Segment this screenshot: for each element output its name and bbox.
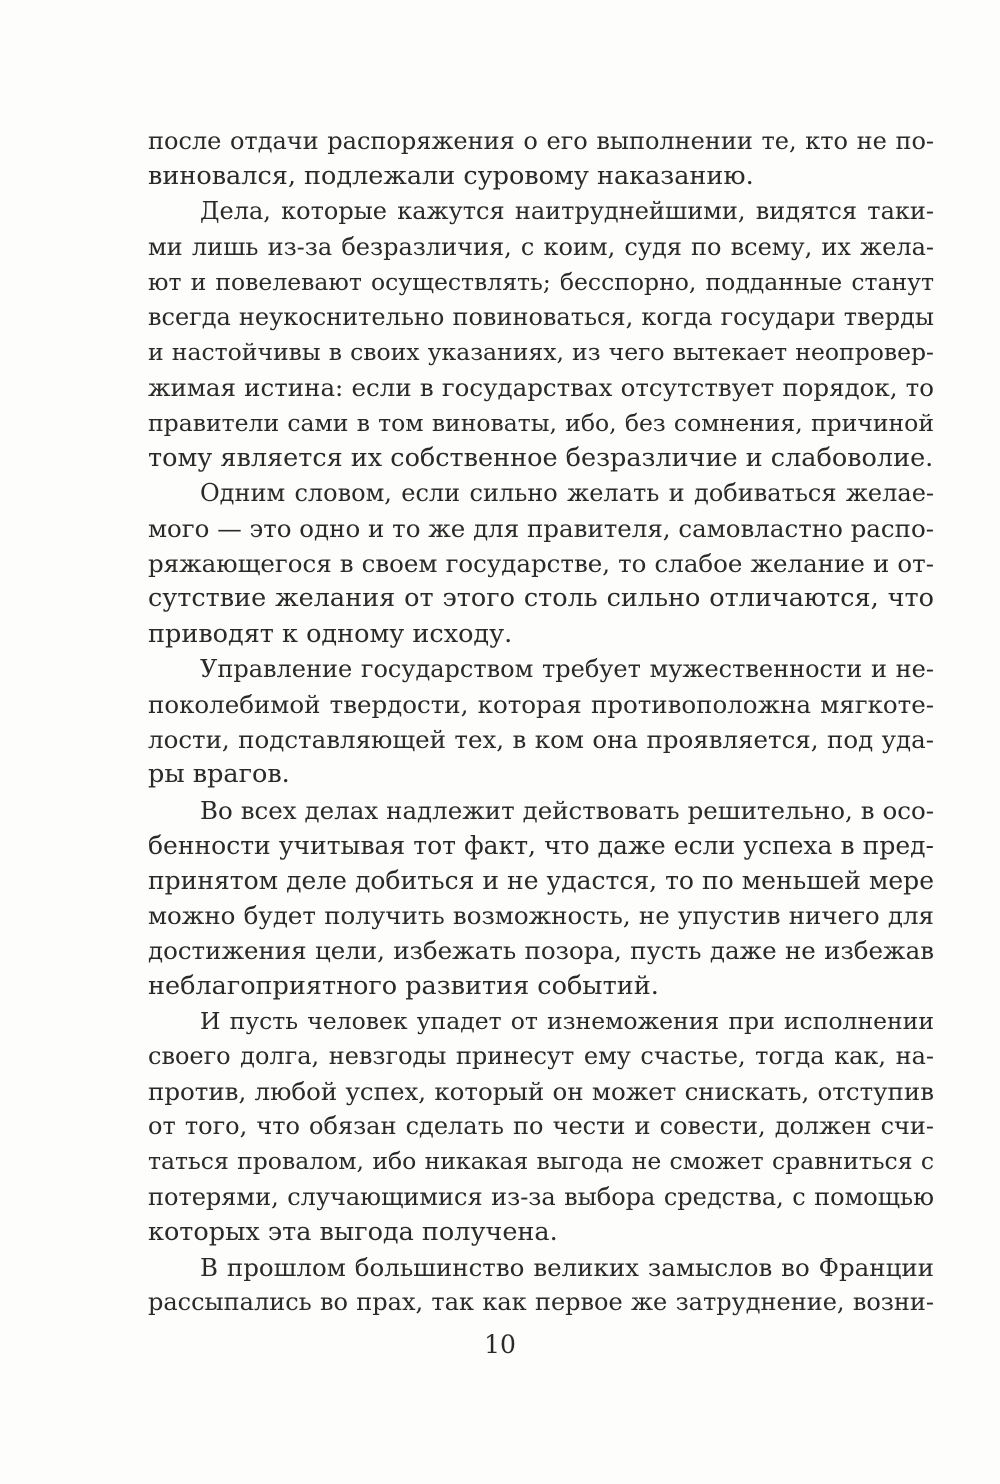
- text-line: мого — это одно и то же для правителя, самовластно распо-: [148, 514, 934, 544]
- text-line: ми лишь из-за безразличия, с коим, судя по всему, их жела-: [148, 232, 934, 261]
- text-line: поколебимой твердости, которая противоположна мягкоте-: [148, 690, 934, 719]
- page-number: 10: [484, 1330, 516, 1359]
- text-line: виновался, подлежали суровому наказанию.: [148, 161, 754, 192]
- text-line: лости, подставляющей тех, в ком она проявляется, под уда-: [148, 725, 934, 755]
- text-line: В прошлом большинство великих замыслов во Франции: [200, 1253, 934, 1282]
- text-line: бенности учитывая тот факт, что даже если успеха в пред-: [148, 830, 934, 860]
- text-line: которых эта выгода получена.: [148, 1216, 558, 1247]
- body-text: [148, 124, 934, 1320]
- text-line: ры врагов.: [148, 759, 290, 790]
- text-line: неблагоприятного развития событий.: [148, 970, 659, 1001]
- text-line: правители сами в том виноваты, ибо, без сомнения, причиной: [148, 408, 934, 437]
- text-line: сутствие желания от этого столь сильно отличаются, что: [148, 583, 934, 614]
- text-line: жимая истина: если в государствах отсутствует порядок, то: [148, 373, 934, 403]
- text-line: ряжающегося в своем государстве, то слабое желание и от-: [148, 549, 934, 579]
- text-line: И пусть человек упадет от изнеможения при исполнении: [200, 1006, 934, 1035]
- text-line: можно будет получить возможность, не упустив ничего для: [148, 901, 934, 931]
- text-line: приводят к одному исходу.: [148, 618, 513, 649]
- text-line: тому является их собственное безразличие и слабоволие.: [148, 442, 934, 473]
- text-line: Одним словом, если сильно желать и добиваться желае-: [200, 478, 934, 507]
- text-line: Во всех делах надлежит действовать решительно, в осо-: [200, 795, 934, 825]
- text-line: против, любой успех, который он может снискать, отступив: [148, 1077, 934, 1107]
- text-line: потерями, случающимися из-за выбора средства, с помощью: [148, 1182, 934, 1211]
- text-line: рассыпались во прах, так как первое же затруднение, возни-: [148, 1288, 934, 1317]
- text-line: Дела, которые кажутся наитруднейшими, видятся таки-: [200, 197, 934, 226]
- text-line: и настойчивы в своих указаниях, из чего вытекает неопровер-: [148, 338, 934, 367]
- text-line: своего долга, невзгоды принесут ему счастье, тогда как, на-: [148, 1041, 934, 1070]
- text-line: от того, что обязан сделать по чести и совести, должен счи-: [148, 1112, 934, 1141]
- text-line: достижения цели, избежать позора, пусть даже не избежав: [148, 936, 934, 966]
- text-line: принятом деле добиться и не удастся, то по меньшей мере: [148, 865, 934, 895]
- text-line: Управление государством требует мужественности и не-: [200, 654, 934, 683]
- text-line: ют и повелевают осуществлять; бесспорно, подданные станут: [148, 267, 934, 296]
- text-line: всегда неукоснительно повиноваться, когда государи тверды: [148, 302, 934, 331]
- text-line: после отдачи распоряжения о его выполнении те, кто не по-: [148, 127, 934, 155]
- text-line: таться провалом, ибо никакая выгода не сможет сравниться с: [148, 1147, 934, 1176]
